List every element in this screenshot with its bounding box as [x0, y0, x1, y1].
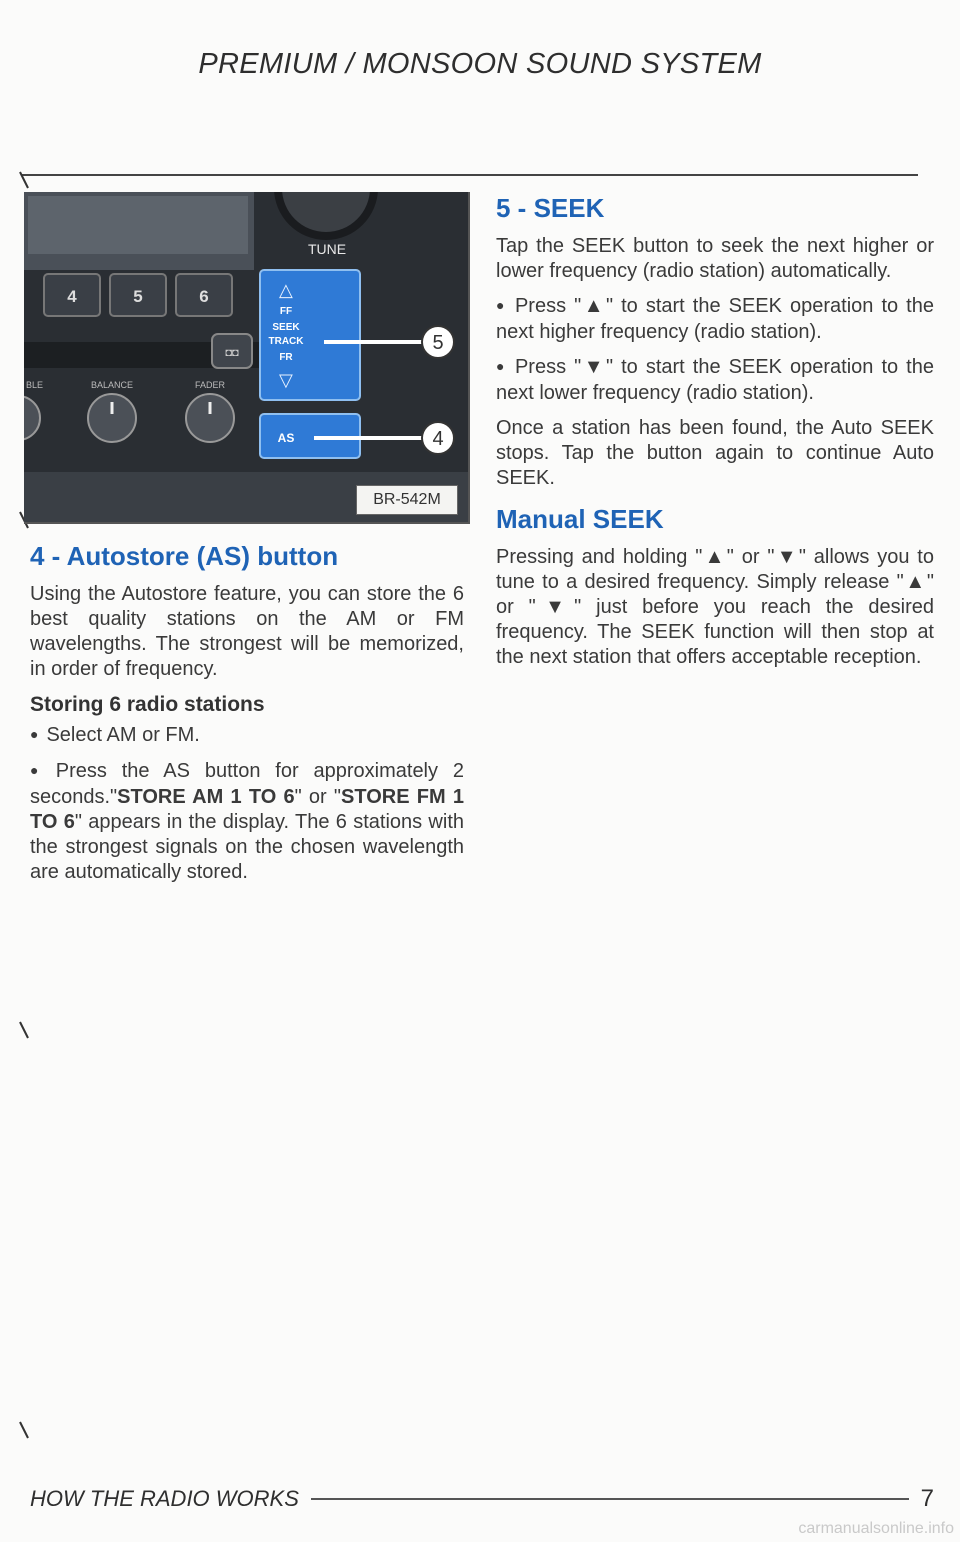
right-column [496, 192, 934, 680]
tune-label: TUNE [307, 241, 347, 257]
seek-found-paragraph: Once a station has been found, the Auto SEEK stops. Tap the button again to continue Auto SEEK. [496, 417, 934, 489]
svg-text:AS: AS [277, 431, 295, 445]
storing-subheading: Storing 6 radio stations [30, 693, 265, 716]
panel-label-fader: FADER [194, 380, 226, 390]
balance-knob [88, 394, 136, 442]
seek-up-icon: △ [279, 280, 293, 301]
left-column [30, 540, 464, 895]
seek-intro: Tap the SEEK button to seek the next higher or lower frequency (radio station) automatically. [496, 235, 934, 282]
svg-text:6: 6 [199, 287, 209, 306]
bullet-press-as: ● Press the AS button for approximately 2 seconds."STORE AM 1 TO 6" or "STORE FM 1 TO 6" appears in the display. The 6 stations with the strongest signals on the chosen wavelength are automatically stored. [30, 759, 464, 885]
bullet-seek-up: ● Press "▲" to start the SEEK operation to the next higher frequency (radio station). [496, 294, 934, 345]
svg-text:5: 5 [133, 287, 143, 306]
fader-knob [186, 394, 234, 442]
svg-text:FR: FR [279, 352, 293, 363]
header-rule [22, 174, 918, 176]
preset-button-4 [44, 274, 100, 316]
svg-text:5: 5 [432, 332, 444, 354]
svg-text:4: 4 [67, 287, 77, 306]
figure-code: BR-542M [356, 485, 458, 515]
svg-text:TRACK: TRACK [268, 336, 304, 347]
seek-heading: 5 - SEEK [496, 193, 605, 223]
figure-border [24, 522, 470, 524]
footer-rule [311, 1498, 909, 1500]
watermark: carmanualsonline.info [798, 1520, 954, 1537]
svg-text:SEEK: SEEK [272, 322, 300, 333]
svg-text:4: 4 [432, 428, 444, 450]
callout-4 [422, 422, 454, 454]
footer-section: HOW THE RADIO WORKS [30, 1486, 299, 1511]
autostore-intro: Using the Autostore feature, you can store the 6 best quality stations on the AM or FM wavelengths. The strongest will be memorized, in order of frequency. [30, 583, 464, 680]
preset-button-6 [176, 274, 232, 316]
seek-down-icon: ▽ [279, 370, 293, 391]
page-header: PREMIUM / MONSOON SOUND SYSTEM [198, 48, 762, 80]
cd-icon: ◘◘ [225, 347, 239, 359]
radio-panel-photo [24, 192, 468, 522]
svg-text:FF: FF [279, 306, 293, 317]
bullet-select-band: ● Select AM or FM. [30, 723, 464, 749]
page-number: 7 [920, 1485, 934, 1512]
panel-label-balance: BALANCE [90, 380, 134, 390]
seek-button [260, 270, 360, 400]
bullet-seek-down: ● Press "▼" to start the SEEK operation to the next lower frequency (radio station). [496, 355, 934, 406]
panel-label-ble: BLE [26, 380, 44, 390]
figure-border [468, 192, 470, 522]
crop-mark [18, 1418, 42, 1442]
page-footer [30, 1484, 934, 1514]
preset-button-5 [110, 274, 166, 316]
manual-seek-heading: Manual SEEK [496, 504, 664, 534]
autostore-heading: 4 - Autostore (AS) button [30, 541, 339, 571]
radio-panel-illustration [24, 192, 468, 522]
manual-seek-text: Pressing and holding "▲" or "▼" allows you to tune to a desired frequency. Simply release "▲" or "▼" just before you reach the desired frequency. The SEEK function will then stop at the next station that offers acceptable reception. [496, 546, 934, 668]
crop-mark [18, 1018, 42, 1042]
crop-mark [18, 168, 42, 192]
callout-5 [422, 326, 454, 358]
